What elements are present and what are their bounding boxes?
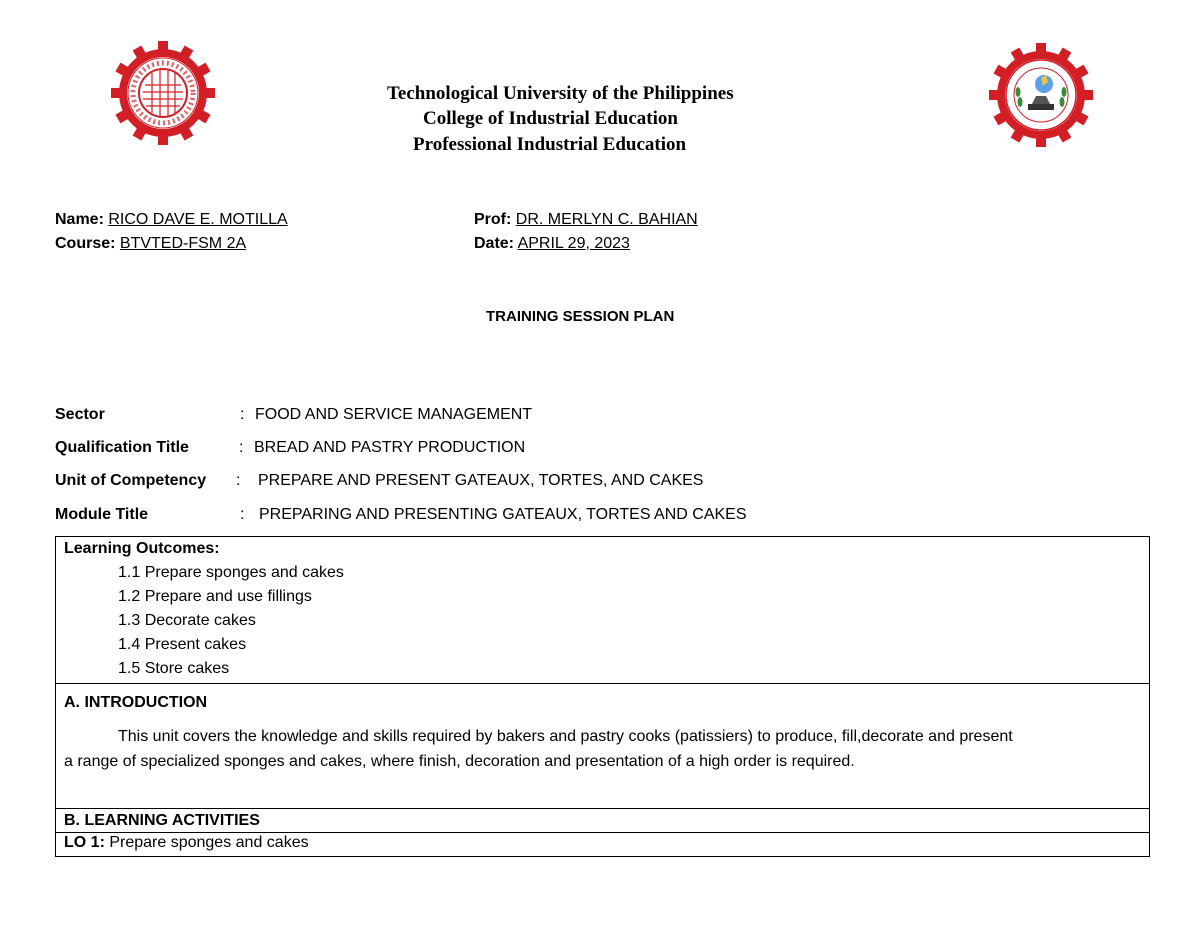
course-line: [55, 235, 246, 253]
field-module-title: [55, 506, 1055, 526]
field-value: PREPARING AND PRESENTING GATEAUX, TORTES AND CAKES: [259, 506, 747, 523]
field-label: Module Title: [55, 506, 149, 523]
field-colon: :: [236, 472, 241, 489]
field-qualification-title: [55, 439, 1055, 459]
field-label: Unit of Competency: [55, 472, 207, 489]
learning-outcomes-cell: [56, 537, 1149, 684]
introduction-line-1: This unit covers the knowledge and skills required by bakers and pastry cooks (patissiers) to produce, fill,decorate and present: [118, 728, 1013, 745]
list-item: 1.3 Decorate cakes: [118, 612, 256, 629]
lo1-cell: [56, 833, 1149, 855]
learning-activities-cell: [56, 809, 1149, 833]
field-value: FOOD AND SERVICE MANAGEMENT: [255, 406, 533, 423]
prof-value: DR. MERLYN C. BAHIAN: [515, 211, 698, 228]
field-colon: :: [240, 506, 245, 523]
introduction-line-2: a range of specialized sponges and cakes, where finish, decoration and presentation of a high order is required.: [64, 753, 855, 770]
introduction-cell: [56, 684, 1149, 809]
field-sector: [55, 406, 1055, 426]
document-title: TRAINING SESSION PLAN: [486, 308, 675, 325]
course-value: BTVTED-FSM 2A: [119, 235, 247, 252]
lo1-value: Prepare sponges and cakes: [109, 834, 309, 851]
lo1-line: [64, 834, 309, 852]
date-label: Date:: [474, 235, 515, 252]
university-name: Technological University of the Philippines: [387, 83, 734, 104]
session-plan-table: [55, 536, 1150, 857]
field-colon: :: [240, 406, 245, 423]
field-label: Qualification Title: [55, 439, 189, 456]
prof-label: Prof:: [474, 211, 512, 228]
field-unit-of-competency: [55, 472, 1055, 492]
introduction-heading: A. INTRODUCTION: [64, 694, 208, 711]
list-item: 1.2 Prepare and use fillings: [118, 588, 312, 605]
name-value: RICO DAVE E. MOTILLA: [108, 211, 288, 228]
date-value: APRIL 29, 2023: [517, 235, 630, 252]
list-item: 1.4 Present cakes: [118, 636, 247, 653]
college-name: College of Industrial Education: [423, 108, 678, 129]
field-label: Sector: [55, 406, 105, 423]
department-name: Professional Industrial Education: [413, 134, 687, 155]
course-label: Course:: [55, 235, 116, 252]
tup-seal-icon: [110, 40, 216, 146]
name-line: [55, 211, 288, 229]
field-value: PREPARE AND PRESENT GATEAUX, TORTES, AND CAKES: [258, 472, 704, 489]
field-value: BREAD AND PASTRY PRODUCTION: [254, 439, 526, 456]
list-item: 1.5 Store cakes: [118, 660, 230, 677]
cie-seal-icon: [988, 42, 1094, 148]
cie-seal-logo: [988, 42, 1094, 148]
date-line: [474, 235, 630, 253]
prof-line: [474, 211, 698, 229]
tup-seal-logo: [110, 40, 216, 146]
lo1-label: LO 1:: [64, 834, 105, 851]
list-item: 1.1 Prepare sponges and cakes: [118, 564, 344, 581]
learning-outcomes-heading: Learning Outcomes:: [64, 540, 220, 557]
field-colon: :: [239, 439, 244, 456]
name-label: Name:: [55, 211, 104, 228]
learning-activities-heading: B. LEARNING ACTIVITIES: [64, 812, 260, 829]
